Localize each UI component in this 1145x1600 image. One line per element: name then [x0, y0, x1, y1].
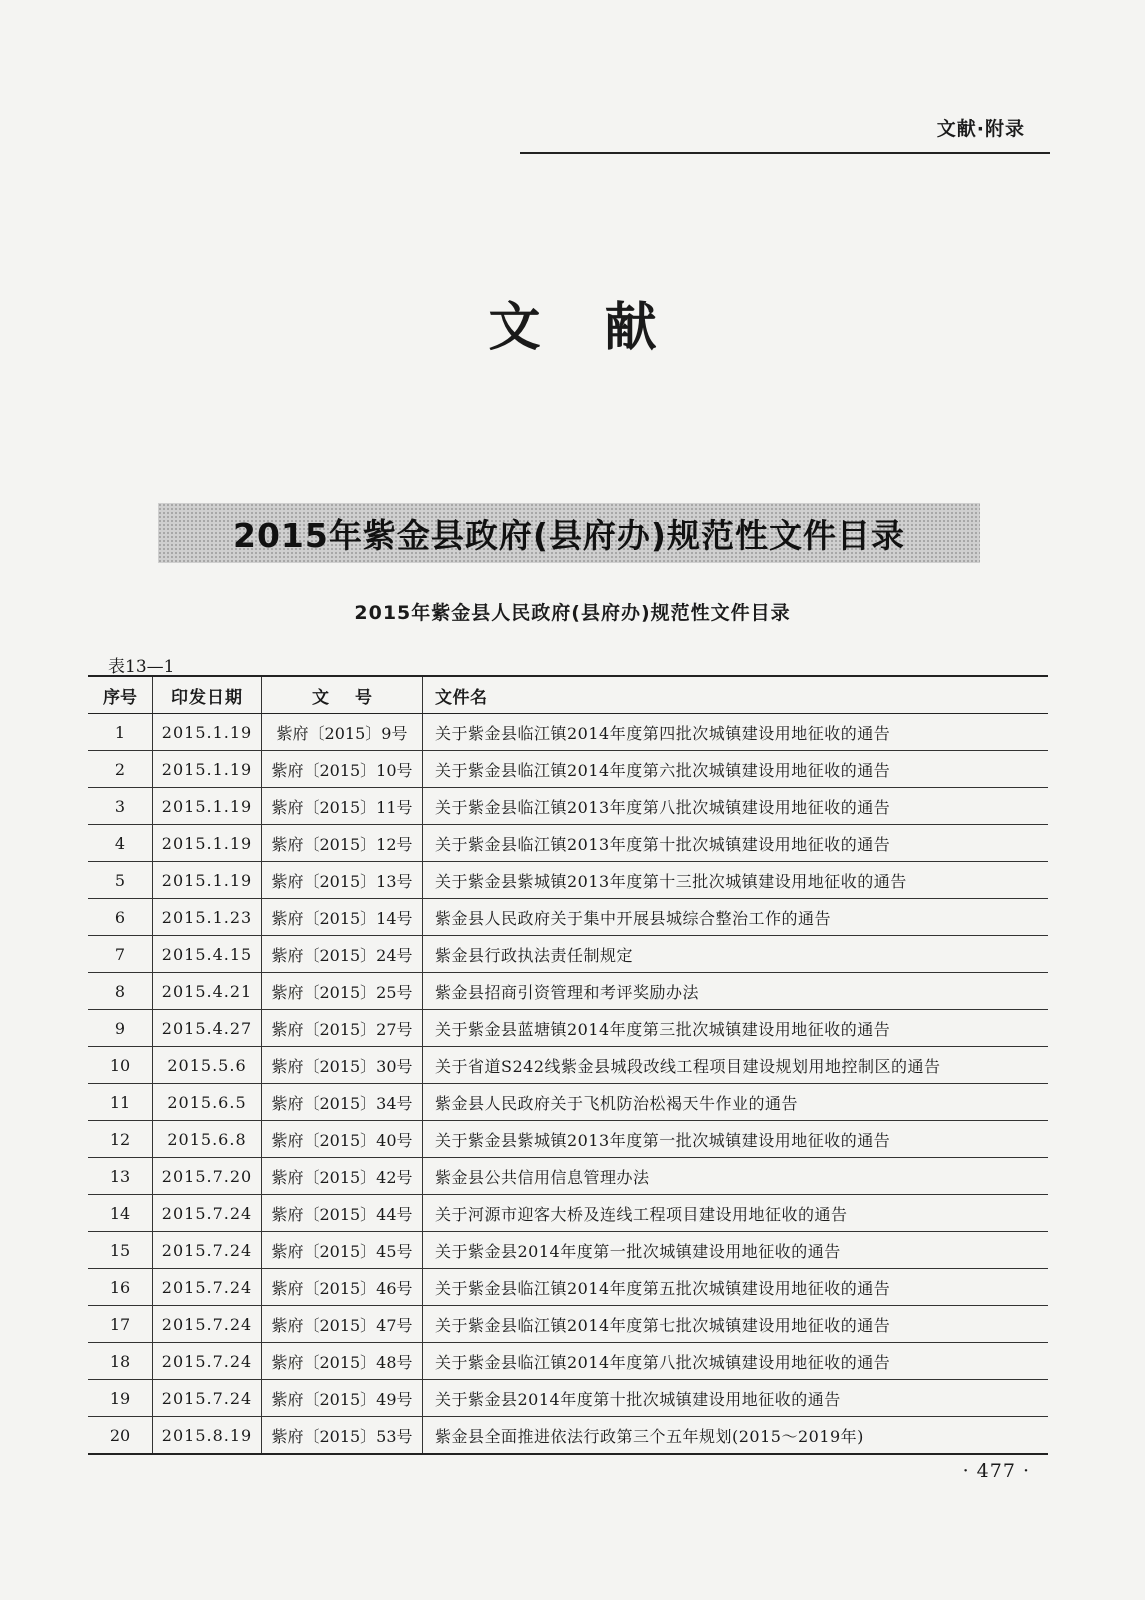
header-doc-title: 文件名 [423, 676, 1049, 714]
row-doc-number: 紫府〔2015〕11号 [262, 788, 423, 825]
row-doc-number: 紫府〔2015〕46号 [262, 1269, 423, 1306]
row-doc-number: 紫府〔2015〕40号 [262, 1121, 423, 1158]
row-date: 2015.1.19 [153, 825, 262, 862]
row-doc-title: 关于紫金县临江镇2013年度第十批次城镇建设用地征收的通告 [423, 825, 1049, 862]
row-number: 13 [88, 1158, 153, 1195]
row-number: 3 [88, 788, 153, 825]
row-doc-number: 紫府〔2015〕53号 [262, 1417, 423, 1455]
table-row [88, 1417, 1048, 1455]
row-number: 14 [88, 1195, 153, 1232]
row-number: 9 [88, 1010, 153, 1047]
row-number: 10 [88, 1047, 153, 1084]
row-doc-number: 紫府〔2015〕10号 [262, 751, 423, 788]
running-header: 文献·附录 [936, 118, 1025, 140]
row-doc-number: 紫府〔2015〕13号 [262, 862, 423, 899]
row-number: 2 [88, 751, 153, 788]
row-doc-number: 紫府〔2015〕49号 [262, 1380, 423, 1417]
table-row [88, 788, 1048, 825]
row-doc-title: 紫金县人民政府关于飞机防治松褐天牛作业的通告 [423, 1084, 1049, 1121]
row-number: 1 [88, 714, 153, 751]
row-date: 2015.7.24 [153, 1269, 262, 1306]
row-doc-title: 关于紫金县2014年度第一批次城镇建设用地征收的通告 [423, 1232, 1049, 1269]
row-date: 2015.4.15 [153, 936, 262, 973]
row-date: 2015.7.24 [153, 1343, 262, 1380]
row-number: 19 [88, 1380, 153, 1417]
table-row [88, 1121, 1048, 1158]
row-doc-title: 紫金县行政执法责任制规定 [423, 936, 1049, 973]
header-rule [520, 152, 1050, 154]
row-date: 2015.1.19 [153, 751, 262, 788]
row-doc-number: 紫府〔2015〕42号 [262, 1158, 423, 1195]
row-date: 2015.6.8 [153, 1121, 262, 1158]
row-number: 11 [88, 1084, 153, 1121]
row-doc-title: 关于河源市迎客大桥及连线工程项目建设用地征收的通告 [423, 1195, 1049, 1232]
banner-title: 2015年紫金县政府(县府办)规范性文件目录 [232, 515, 905, 555]
row-number: 16 [88, 1269, 153, 1306]
row-doc-title: 关于紫金县紫城镇2013年度第十三批次城镇建设用地征收的通告 [423, 862, 1049, 899]
table-row [88, 1380, 1048, 1417]
table-row [88, 899, 1048, 936]
row-date: 2015.7.20 [153, 1158, 262, 1195]
row-doc-number: 紫府〔2015〕48号 [262, 1343, 423, 1380]
row-date: 2015.5.6 [153, 1047, 262, 1084]
row-doc-title: 紫金县人民政府关于集中开展县城综合整治工作的通告 [423, 899, 1049, 936]
row-doc-title: 紫金县招商引资管理和考评奖励办法 [423, 973, 1049, 1010]
row-number: 4 [88, 825, 153, 862]
row-doc-title: 紫金县全面推进依法行政第三个五年规划(2015～2019年) [423, 1417, 1049, 1455]
row-date: 2015.7.24 [153, 1195, 262, 1232]
row-doc-title: 关于紫金县临江镇2014年度第四批次城镇建设用地征收的通告 [423, 714, 1049, 751]
table-header-row [88, 676, 1048, 714]
table-row [88, 1269, 1048, 1306]
row-doc-number: 紫府〔2015〕12号 [262, 825, 423, 862]
row-number: 12 [88, 1121, 153, 1158]
row-number: 7 [88, 936, 153, 973]
row-number: 5 [88, 862, 153, 899]
table-row [88, 1158, 1048, 1195]
row-date: 2015.1.19 [153, 714, 262, 751]
row-date: 2015.4.27 [153, 1010, 262, 1047]
row-number: 20 [88, 1417, 153, 1455]
row-doc-title: 关于紫金县2014年度第十批次城镇建设用地征收的通告 [423, 1380, 1049, 1417]
section-title: 文献 [488, 298, 721, 358]
header-date: 印发日期 [153, 676, 262, 714]
row-number: 18 [88, 1343, 153, 1380]
row-date: 2015.8.19 [153, 1417, 262, 1455]
row-doc-title: 关于紫金县临江镇2014年度第六批次城镇建设用地征收的通告 [423, 751, 1049, 788]
row-date: 2015.1.23 [153, 899, 262, 936]
header-doc-number: 文号 [262, 676, 423, 714]
row-date: 2015.1.19 [153, 788, 262, 825]
row-doc-number: 紫府〔2015〕14号 [262, 899, 423, 936]
row-doc-title: 关于紫金县临江镇2014年度第八批次城镇建设用地征收的通告 [423, 1343, 1049, 1380]
row-number: 8 [88, 973, 153, 1010]
row-doc-number: 紫府〔2015〕27号 [262, 1010, 423, 1047]
row-date: 2015.4.21 [153, 973, 262, 1010]
row-doc-title: 关于紫金县临江镇2013年度第八批次城镇建设用地征收的通告 [423, 788, 1049, 825]
table-row [88, 1010, 1048, 1047]
row-date: 2015.7.24 [153, 1380, 262, 1417]
row-date: 2015.7.24 [153, 1232, 262, 1269]
header-number: 序号 [88, 676, 153, 714]
row-doc-number: 紫府〔2015〕45号 [262, 1232, 423, 1269]
row-doc-title: 关于紫金县临江镇2014年度第五批次城镇建设用地征收的通告 [423, 1269, 1049, 1306]
row-doc-number: 紫府〔2015〕44号 [262, 1195, 423, 1232]
table-row [88, 1084, 1048, 1121]
row-number: 6 [88, 899, 153, 936]
row-number: 17 [88, 1306, 153, 1343]
table-row [88, 751, 1048, 788]
row-number: 15 [88, 1232, 153, 1269]
row-doc-title: 关于紫金县紫城镇2013年度第一批次城镇建设用地征收的通告 [423, 1121, 1049, 1158]
row-doc-number: 紫府〔2015〕30号 [262, 1047, 423, 1084]
table-row [88, 714, 1048, 751]
row-doc-number: 紫府〔2015〕34号 [262, 1084, 423, 1121]
row-doc-title: 关于紫金县蓝塘镇2014年度第三批次城镇建设用地征收的通告 [423, 1010, 1049, 1047]
row-doc-number: 紫府〔2015〕9号 [262, 714, 423, 751]
table-row [88, 1047, 1048, 1084]
row-date: 2015.1.19 [153, 862, 262, 899]
table-row [88, 973, 1048, 1010]
table-row [88, 825, 1048, 862]
table-row [88, 1306, 1048, 1343]
page-number: · 477 · [962, 1460, 1030, 1482]
documents-table [88, 675, 1048, 1455]
row-date: 2015.7.24 [153, 1306, 262, 1343]
row-doc-number: 紫府〔2015〕24号 [262, 936, 423, 973]
row-date: 2015.6.5 [153, 1084, 262, 1121]
row-doc-number: 紫府〔2015〕47号 [262, 1306, 423, 1343]
table-label: 表13—1 [108, 657, 175, 677]
table-row [88, 1343, 1048, 1380]
table-title: 2015年紫金县人民政府(县府办)规范性文件目录 [354, 602, 791, 624]
table-row [88, 1232, 1048, 1269]
row-doc-title: 关于省道S242线紫金县城段改线工程项目建设规划用地控制区的通告 [423, 1047, 1049, 1084]
row-doc-title: 紫金县公共信用信息管理办法 [423, 1158, 1049, 1195]
row-doc-title: 关于紫金县临江镇2014年度第七批次城镇建设用地征收的通告 [423, 1306, 1049, 1343]
title-banner [158, 503, 980, 563]
table-row [88, 936, 1048, 973]
table-row [88, 862, 1048, 899]
table-row [88, 1195, 1048, 1232]
row-doc-number: 紫府〔2015〕25号 [262, 973, 423, 1010]
